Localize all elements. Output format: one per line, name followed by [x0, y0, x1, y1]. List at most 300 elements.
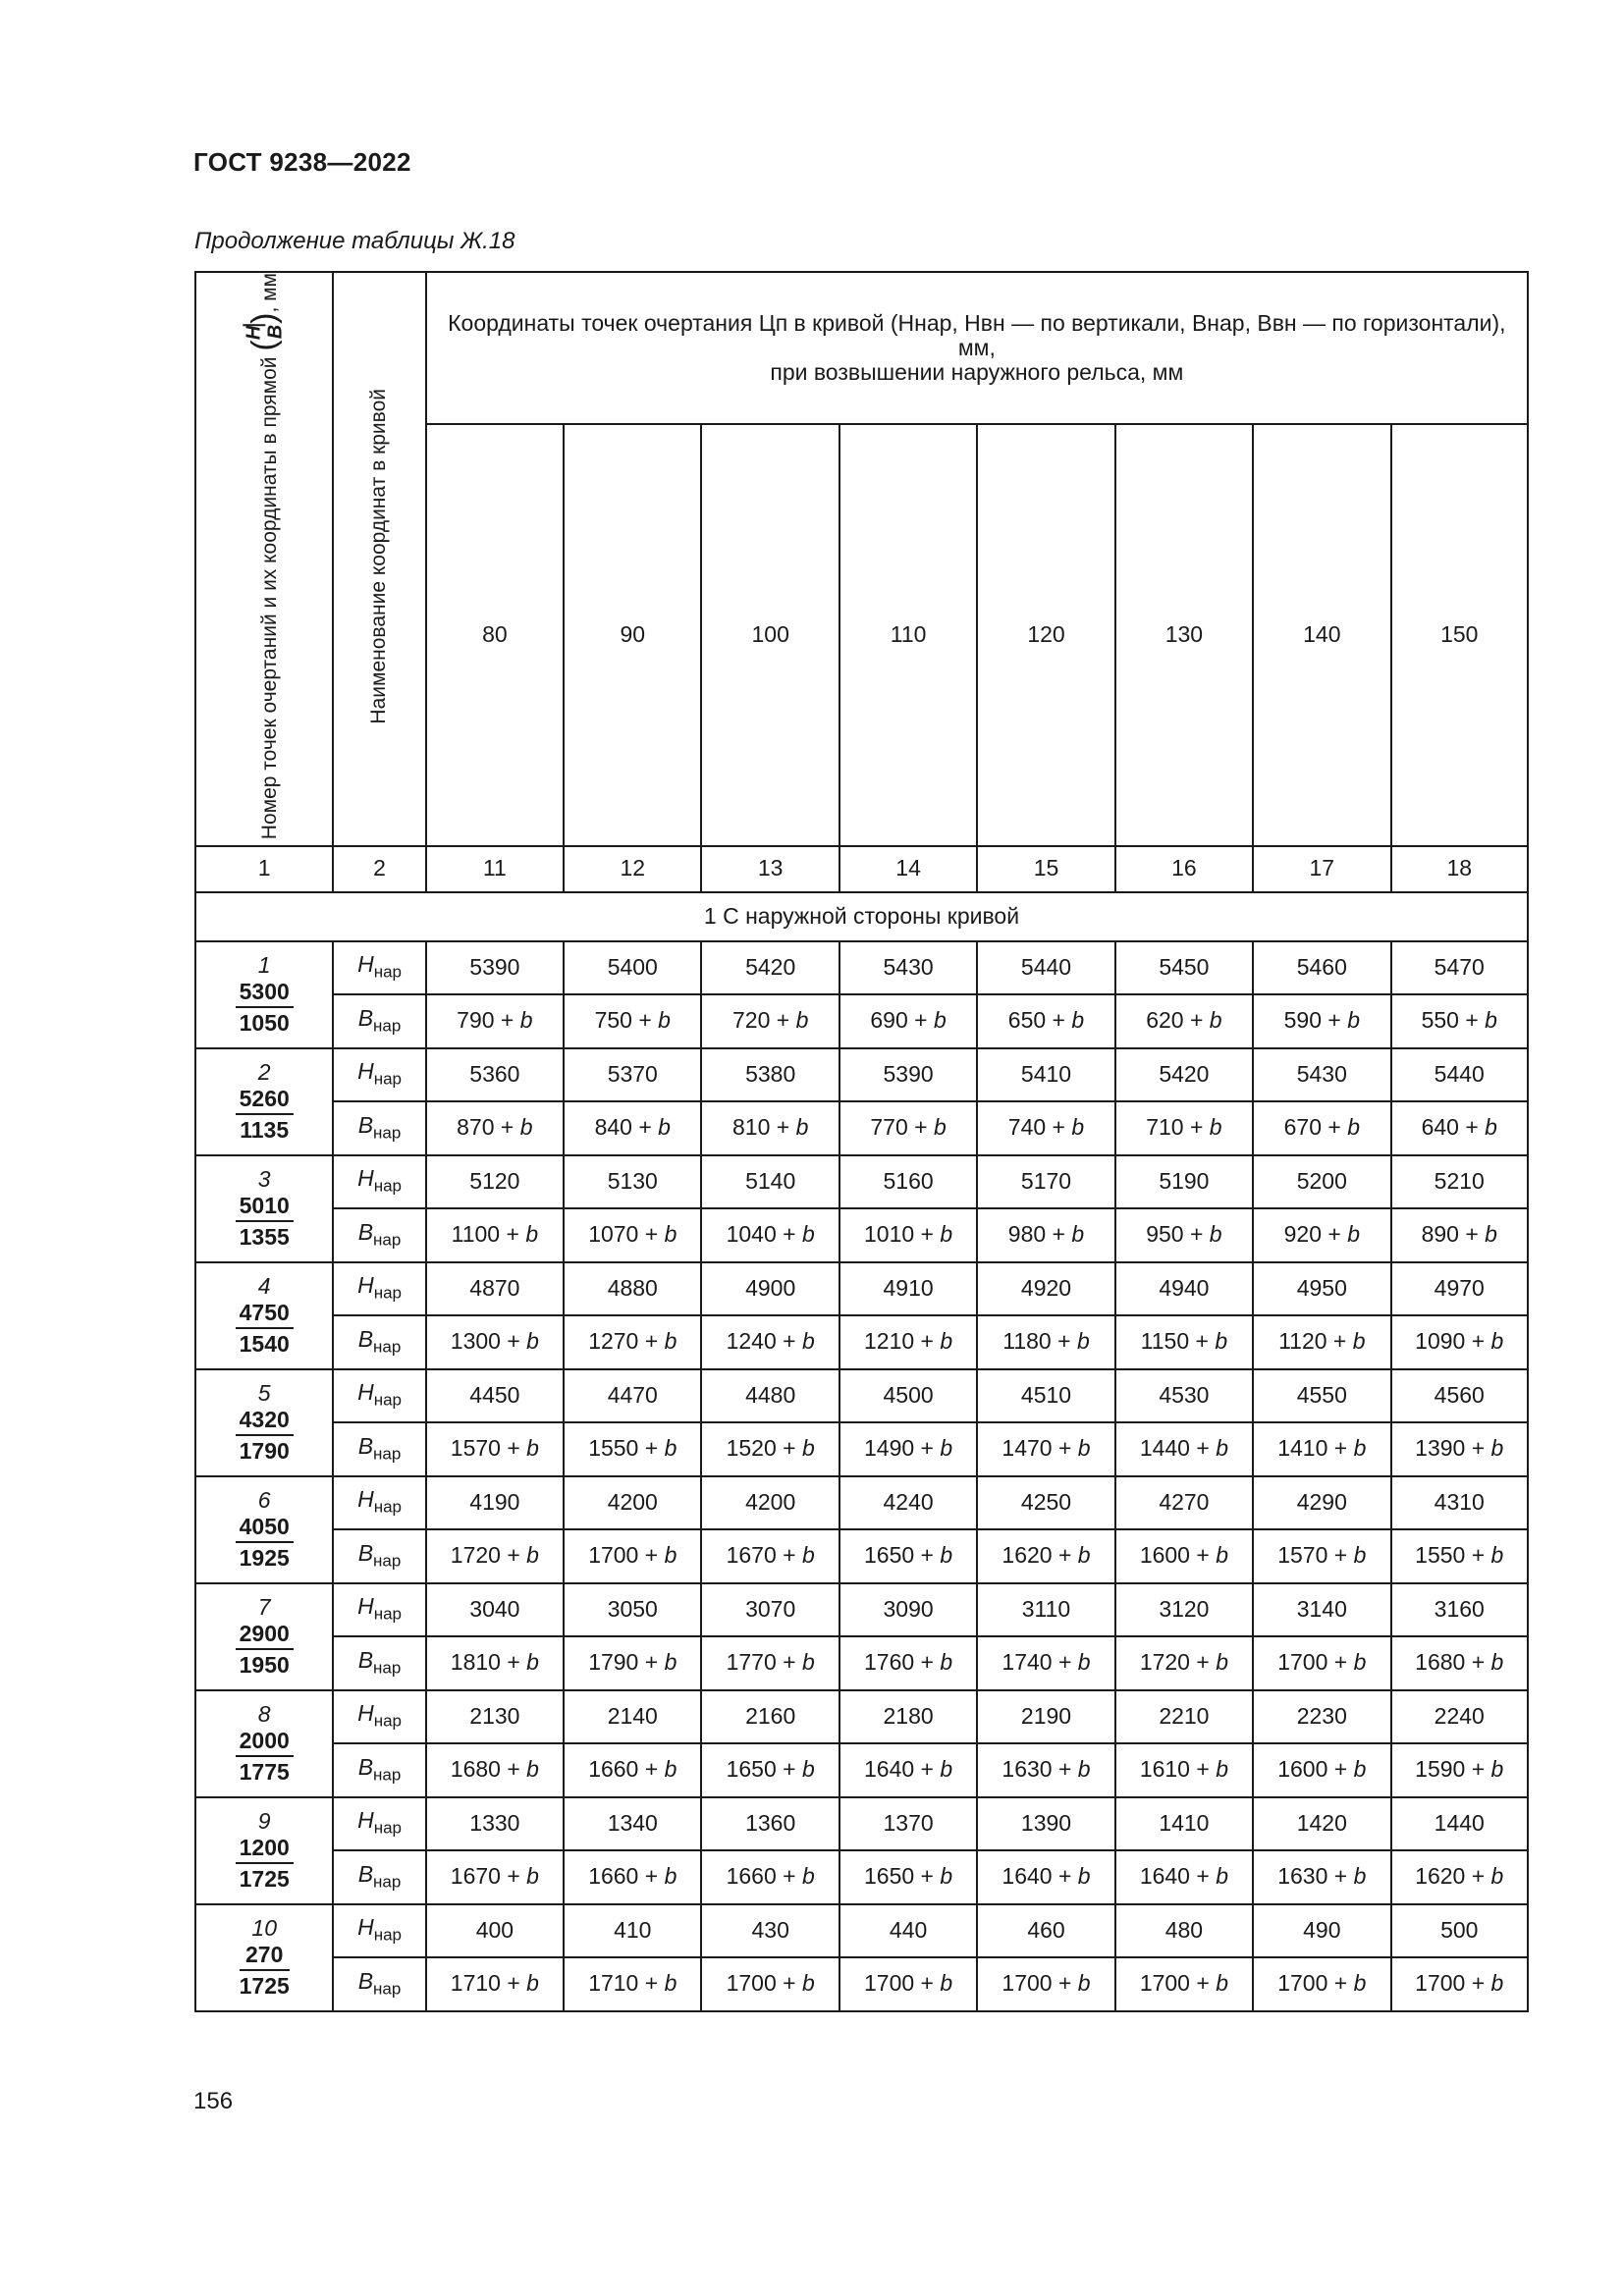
h-value: 5420	[701, 941, 839, 994]
h-value: 4900	[701, 1262, 839, 1315]
b-variable: b	[1077, 1970, 1091, 1997]
h-value: 4530	[1115, 1369, 1253, 1422]
b-variable: b	[658, 1007, 671, 1034]
b-value-number: 750	[594, 1007, 632, 1034]
b-variable: b	[526, 1435, 539, 1462]
h-value: 5430	[839, 941, 977, 994]
h-value: 5390	[839, 1048, 977, 1101]
b-value: 1390 + b	[1391, 1422, 1528, 1476]
point-cell	[195, 1262, 333, 1369]
b-value-number: 1700	[1277, 1649, 1328, 1676]
h-value: 500	[1391, 1904, 1528, 1957]
b-variable: b	[940, 1756, 953, 1783]
column-number: 12	[564, 846, 701, 892]
b-value: 1150 + b	[1115, 1315, 1253, 1369]
b-variable: b	[801, 1756, 815, 1783]
coord-label-b	[333, 1636, 425, 1690]
coord-label-h	[333, 1690, 425, 1743]
h-value: 5210	[1391, 1155, 1528, 1208]
elevation-header: 80	[426, 424, 564, 845]
b-variable: b	[1216, 1970, 1228, 1997]
elevation-header: 120	[977, 424, 1114, 845]
b-value: 1710 + b	[426, 1957, 564, 2011]
h-value: 3140	[1253, 1583, 1390, 1636]
point-row-b	[195, 1101, 1528, 1155]
b-variable: b	[1077, 1542, 1091, 1569]
b-value-number: 1700	[1415, 1970, 1466, 1997]
coord-subscript: нар	[373, 1016, 402, 1036]
b-variable: b	[664, 1221, 677, 1248]
b-value: 1700 + b	[1115, 1957, 1253, 2011]
h-value: 4480	[701, 1369, 839, 1422]
b-value: 1640 + b	[977, 1850, 1114, 1904]
point-row-h	[195, 1048, 1528, 1101]
b-variable: b	[1353, 1649, 1367, 1676]
b-variable: b	[1077, 1756, 1091, 1783]
b-variable: b	[1216, 1756, 1228, 1783]
h-value: 2210	[1115, 1690, 1253, 1743]
b-variable: b	[933, 1114, 947, 1141]
coord-label-b	[333, 1529, 425, 1583]
b-variable: b	[664, 1970, 677, 1997]
b-value: 870 + b	[426, 1101, 564, 1155]
b-value-number: 1240	[726, 1328, 777, 1355]
b-value: 1660 + b	[564, 1850, 701, 1904]
b-variable: b	[526, 1863, 539, 1890]
point-coordinates	[236, 1729, 294, 1785]
column-number: 13	[701, 846, 839, 892]
point-h: 2900	[236, 1622, 294, 1649]
h-value: 4870	[426, 1262, 564, 1315]
point-number: 4	[257, 1273, 271, 1300]
b-value: 950 + b	[1115, 1208, 1253, 1262]
point-coordinates	[236, 1836, 294, 1892]
coord-label-h	[333, 1476, 425, 1529]
h-value: 4200	[701, 1476, 839, 1529]
b-variable: b	[1216, 1435, 1228, 1462]
coord-label-h	[333, 1797, 425, 1850]
b-value: 1090 + b	[1391, 1315, 1528, 1369]
b-variable: b	[940, 1649, 953, 1676]
h-value: 5160	[839, 1155, 977, 1208]
b-variable: b	[1485, 1007, 1497, 1034]
b-value: 1640 + b	[1115, 1850, 1253, 1904]
b-value-number: 1640	[1001, 1863, 1053, 1890]
b-variable: b	[940, 1221, 953, 1248]
b-value: 1600 + b	[1115, 1529, 1253, 1583]
h-value: 3120	[1115, 1583, 1253, 1636]
h-value: 4290	[1253, 1476, 1390, 1529]
point-b: 1135	[240, 1116, 290, 1143]
b-value-number: 1630	[1001, 1756, 1053, 1783]
b-variable: b	[1076, 1328, 1090, 1355]
h-value: 2130	[426, 1690, 564, 1743]
b-value: 790 + b	[426, 994, 564, 1048]
b-value-number: 1680	[450, 1756, 501, 1783]
coord-label-b	[333, 1101, 425, 1155]
h-value: 430	[701, 1904, 839, 1957]
point-cell	[195, 1690, 333, 1797]
elevation-header: 140	[1253, 424, 1390, 845]
coord-letter: H	[357, 1379, 374, 1406]
document-code: ГОСТ 9238—2022	[193, 147, 411, 177]
h-value: 2160	[701, 1690, 839, 1743]
b-variable: b	[1347, 1221, 1360, 1248]
b-value: 1670 + b	[701, 1529, 839, 1583]
b-variable: b	[1353, 1970, 1367, 1997]
b-value-number: 1640	[1139, 1863, 1190, 1890]
point-row-b	[195, 1529, 1528, 1583]
b-value-number: 980	[1007, 1221, 1047, 1248]
b-value: 1570 + b	[1253, 1529, 1390, 1583]
b-value-number: 1790	[588, 1649, 639, 1676]
b-variable: b	[525, 1221, 539, 1248]
point-number: 2	[257, 1059, 271, 1086]
b-value: 1650 + b	[839, 1529, 977, 1583]
coord-subscript: нар	[373, 1765, 402, 1785]
point-h: 270	[240, 1943, 290, 1970]
coord-subscript: нар	[373, 1872, 402, 1892]
point-row-h	[195, 1262, 1528, 1315]
b-variable: b	[933, 1007, 947, 1034]
b-variable: b	[1347, 1114, 1360, 1141]
h-value: 5200	[1253, 1155, 1390, 1208]
b-value: 1670 + b	[426, 1850, 564, 1904]
b-value-number: 650	[1007, 1007, 1047, 1034]
b-variable: b	[526, 1328, 539, 1355]
h-value: 400	[426, 1904, 564, 1957]
b-value: 1740 + b	[977, 1636, 1114, 1690]
b-value: 1490 + b	[839, 1422, 977, 1476]
b-value: 980 + b	[977, 1208, 1114, 1262]
h-value: 3070	[701, 1583, 839, 1636]
b-value-number: 1680	[1415, 1649, 1466, 1676]
b-value: 1700 + b	[1253, 1957, 1390, 2011]
b-variable: b	[1209, 1221, 1222, 1248]
b-value: 1040 + b	[701, 1208, 839, 1262]
coord-label-b	[333, 1957, 425, 2011]
header-point-number-text: Номер точек очертаний и их координаты в прямой ( H B ), мм	[243, 273, 287, 840]
point-row-b	[195, 1422, 1528, 1476]
b-value: 1520 + b	[701, 1422, 839, 1476]
point-row-h	[195, 1904, 1528, 1957]
h-value: 5450	[1115, 941, 1253, 994]
b-value-number: 550	[1421, 1007, 1459, 1034]
point-b: 1950	[239, 1651, 290, 1678]
b-variable: b	[664, 1649, 677, 1676]
coord-letter: B	[357, 1218, 374, 1245]
coord-subscript: нар	[373, 1551, 402, 1571]
b-value: 1470 + b	[977, 1422, 1114, 1476]
h-value: 1370	[839, 1797, 977, 1850]
b-value-number: 1040	[726, 1221, 777, 1248]
b-variable: b	[1071, 1114, 1085, 1141]
point-b: 1050	[239, 1009, 290, 1036]
b-value-number: 1720	[450, 1542, 501, 1569]
elevation-header: 150	[1391, 424, 1528, 845]
b-value-number: 1070	[588, 1221, 639, 1248]
h-value: 4270	[1115, 1476, 1253, 1529]
column-number: 18	[1391, 846, 1528, 892]
b-value-number: 770	[870, 1114, 908, 1141]
b-variable: b	[940, 1863, 953, 1890]
header-point-number	[195, 272, 333, 846]
h-value: 490	[1253, 1904, 1390, 1957]
coord-label-b	[333, 1422, 425, 1476]
b-value-number: 1710	[588, 1970, 639, 1997]
b-value: 1700 + b	[977, 1957, 1114, 2011]
h-value: 5140	[701, 1155, 839, 1208]
coord-letter: B	[357, 1860, 374, 1887]
b-variable: b	[1490, 1756, 1504, 1783]
coord-label-h	[333, 1583, 425, 1636]
h-value: 2180	[839, 1690, 977, 1743]
point-cell	[195, 1369, 333, 1476]
h-value: 5440	[1391, 1048, 1528, 1101]
b-value-number: 1650	[726, 1756, 777, 1783]
b-value: 1630 + b	[977, 1743, 1114, 1797]
coord-subscript: нар	[373, 1818, 402, 1838]
b-variable: b	[1077, 1863, 1091, 1890]
h-value: 5470	[1391, 941, 1528, 994]
b-value-number: 1720	[1139, 1649, 1190, 1676]
point-number: 7	[257, 1594, 271, 1621]
b-value-number: 1210	[864, 1328, 915, 1355]
b-value-number: 1650	[864, 1863, 915, 1890]
b-value: 1180 + b	[977, 1315, 1114, 1369]
b-value: 840 + b	[564, 1101, 701, 1155]
h-value: 4450	[426, 1369, 564, 1422]
b-variable: b	[526, 1756, 539, 1783]
b-value: 920 + b	[1253, 1208, 1390, 1262]
h-value: 3110	[977, 1583, 1114, 1636]
point-row-h	[195, 1583, 1528, 1636]
h-value: 5130	[564, 1155, 701, 1208]
b-value-number: 1700	[726, 1970, 777, 1997]
b-variable: b	[1071, 1007, 1085, 1034]
b-variable: b	[1490, 1435, 1504, 1462]
h-value: 1340	[564, 1797, 701, 1850]
point-b: 1925	[239, 1544, 290, 1571]
coord-subscript: нар	[373, 1711, 402, 1731]
h-value: 1410	[1115, 1797, 1253, 1850]
h-value: 4500	[839, 1369, 977, 1422]
h-value: 5430	[1253, 1048, 1390, 1101]
b-value: 650 + b	[977, 994, 1114, 1048]
b-value-number: 1090	[1415, 1328, 1466, 1355]
point-cell	[195, 1476, 333, 1583]
h-value: 410	[564, 1904, 701, 1957]
b-value: 690 + b	[839, 994, 977, 1048]
b-variable: b	[940, 1435, 953, 1462]
point-cell	[195, 1048, 333, 1155]
b-value-number: 1490	[864, 1435, 915, 1462]
point-coordinates	[240, 1943, 290, 1999]
b-value-number: 740	[1007, 1114, 1047, 1141]
point-h: 5300	[236, 980, 294, 1007]
coord-label-h	[333, 1048, 425, 1101]
h-value: 3090	[839, 1583, 977, 1636]
column-number: 14	[839, 846, 977, 892]
h-value: 460	[977, 1904, 1114, 1957]
b-value-number: 870	[457, 1114, 495, 1141]
b-variable: b	[1485, 1114, 1497, 1141]
coord-label-h	[333, 1369, 425, 1422]
point-cell	[195, 1583, 333, 1690]
h-value: 4190	[426, 1476, 564, 1529]
h-value: 5380	[701, 1048, 839, 1101]
h-value: 1390	[977, 1797, 1114, 1850]
b-value-number: 1150	[1140, 1328, 1190, 1355]
b-variable: b	[526, 1970, 539, 1997]
b-value: 1070 + b	[564, 1208, 701, 1262]
h-value: 5420	[1115, 1048, 1253, 1101]
point-h: 5260	[236, 1087, 294, 1114]
point-coordinates	[236, 1622, 294, 1678]
h-value: 5360	[426, 1048, 564, 1101]
b-value: 1300 + b	[426, 1315, 564, 1369]
coord-letter: H	[357, 1914, 374, 1941]
b-value-number: 840	[594, 1114, 632, 1141]
elevation-header: 100	[701, 424, 839, 845]
point-cell	[195, 1797, 333, 1904]
point-number: 9	[257, 1808, 271, 1835]
b-variable: b	[519, 1114, 533, 1141]
coord-letter: B	[357, 1111, 374, 1138]
point-row-b	[195, 1315, 1528, 1369]
point-h: 4750	[236, 1301, 294, 1328]
h-value: 4550	[1253, 1369, 1390, 1422]
h-value: 5190	[1115, 1155, 1253, 1208]
b-value-number: 1570	[1277, 1542, 1328, 1569]
b-value-number: 1300	[450, 1328, 501, 1355]
coord-subscript: нар	[373, 1069, 402, 1089]
h-value: 1420	[1253, 1797, 1390, 1850]
coord-letter: B	[357, 1967, 374, 1994]
b-variable: b	[801, 1221, 815, 1248]
header-coordinate-name	[333, 272, 425, 846]
point-coordinates	[236, 1301, 294, 1357]
b-value-number: 1710	[450, 1970, 501, 1997]
point-row-b	[195, 1636, 1528, 1690]
b-value-number: 1700	[1139, 1970, 1190, 1997]
b-value: 1700 + b	[1253, 1636, 1390, 1690]
point-number: 6	[257, 1487, 271, 1514]
b-value-number: 1550	[1415, 1542, 1466, 1569]
b-value: 1700 + b	[701, 1957, 839, 2011]
b-value: 1700 + b	[564, 1529, 701, 1583]
point-coordinates	[236, 1408, 294, 1464]
point-row-h	[195, 1797, 1528, 1850]
b-value: 1630 + b	[1253, 1850, 1390, 1904]
b-value: 590 + b	[1253, 994, 1390, 1048]
b-variable: b	[664, 1435, 677, 1462]
b-value-number: 1270	[588, 1328, 639, 1355]
point-row-b	[195, 1743, 1528, 1797]
b-variable: b	[1209, 1114, 1222, 1141]
b-variable: b	[526, 1649, 539, 1676]
b-value: 1810 + b	[426, 1636, 564, 1690]
h-value: 4970	[1391, 1262, 1528, 1315]
point-row-h	[195, 941, 1528, 994]
point-row-b	[195, 994, 1528, 1048]
elevation-header: 90	[564, 424, 701, 845]
b-value: 1620 + b	[1391, 1850, 1528, 1904]
coord-letter: B	[357, 1646, 374, 1673]
h-value: 1330	[426, 1797, 564, 1850]
coord-subscript: нар	[373, 1390, 402, 1410]
b-variable: b	[1347, 1007, 1360, 1034]
page-number: 156	[193, 2088, 234, 2114]
h-value: 5410	[977, 1048, 1114, 1101]
coord-letter: H	[357, 1593, 374, 1620]
header-group-line2: при возвышении наружного рельса, мм	[770, 359, 1184, 386]
coord-subscript: нар	[373, 1604, 402, 1624]
point-coordinates	[236, 1515, 294, 1571]
b-value: 770 + b	[839, 1101, 977, 1155]
coord-label-b	[333, 1315, 425, 1369]
column-number: 16	[1115, 846, 1253, 892]
b-variable: b	[795, 1007, 809, 1034]
b-variable: b	[1216, 1863, 1228, 1890]
h-value: 5120	[426, 1155, 564, 1208]
coord-subscript: нар	[373, 1337, 402, 1357]
b-value-number: 1640	[864, 1756, 915, 1783]
point-h: 4050	[236, 1515, 294, 1542]
point-number: 8	[257, 1701, 271, 1728]
b-value-number: 1700	[588, 1542, 639, 1569]
b-value: 1600 + b	[1253, 1743, 1390, 1797]
b-value-number: 1010	[864, 1221, 915, 1248]
b-variable: b	[940, 1328, 953, 1355]
b-value: 1620 + b	[977, 1529, 1114, 1583]
b-value: 1660 + b	[564, 1743, 701, 1797]
column-number: 17	[1253, 846, 1390, 892]
h-value: 4560	[1391, 1369, 1528, 1422]
b-value-number: 1410	[1277, 1435, 1328, 1462]
elevation-header: 130	[1115, 424, 1253, 845]
b-value-number: 1650	[864, 1542, 915, 1569]
b-value: 740 + b	[977, 1101, 1114, 1155]
h-value: 5170	[977, 1155, 1114, 1208]
b-variable: b	[801, 1542, 815, 1569]
h-value: 2240	[1391, 1690, 1528, 1743]
b-value: 710 + b	[1115, 1101, 1253, 1155]
b-variable: b	[1216, 1649, 1228, 1676]
b-value: 1440 + b	[1115, 1422, 1253, 1476]
b-value-number: 1670	[450, 1863, 501, 1890]
b-variable: b	[1209, 1007, 1222, 1034]
b-value-number: 790	[457, 1007, 495, 1034]
b-value: 720 + b	[701, 994, 839, 1048]
b-value-number: 1810	[450, 1649, 501, 1676]
b-variable: b	[801, 1863, 815, 1890]
b-value: 1660 + b	[701, 1850, 839, 1904]
b-value-number: 1770	[726, 1649, 777, 1676]
b-value: 1640 + b	[839, 1743, 977, 1797]
header-hb-fraction: H B	[243, 324, 287, 341]
b-value: 1700 + b	[1391, 1957, 1528, 2011]
h-value: 3050	[564, 1583, 701, 1636]
b-variable: b	[1352, 1328, 1366, 1355]
header-group-line1: Координаты точек очертания Цп в кривой (Ннар, Hвн — по вертикали, Внар, Ввн — по горизонтали), мм,	[448, 309, 1506, 361]
h-value: 2230	[1253, 1690, 1390, 1743]
coord-letter: H	[357, 1058, 374, 1085]
b-value: 1760 + b	[839, 1636, 977, 1690]
b-value: 1210 + b	[839, 1315, 977, 1369]
point-row-h	[195, 1476, 1528, 1529]
b-value: 1410 + b	[1253, 1422, 1390, 1476]
